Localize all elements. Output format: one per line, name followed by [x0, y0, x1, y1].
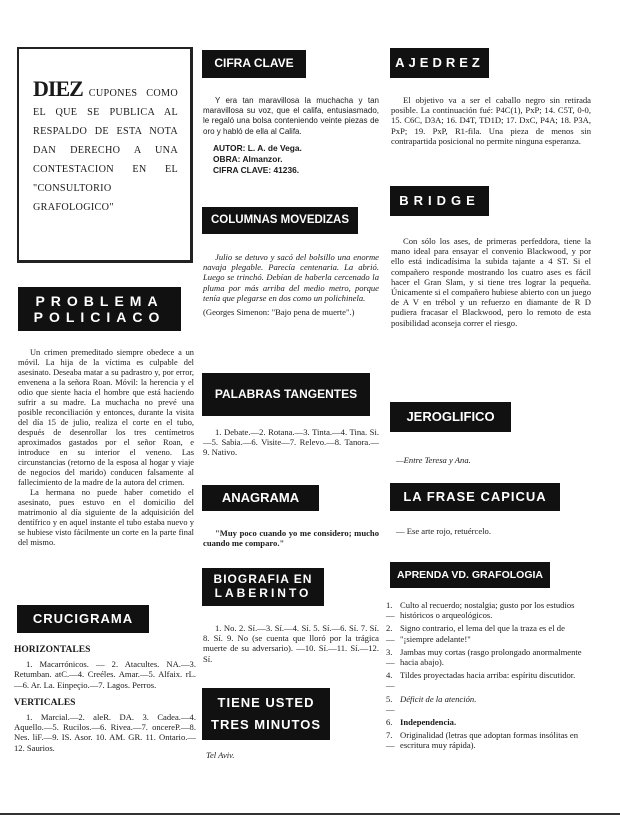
verticales-text: 1. Marcial.—2. aleR. DA. 3. Cadea.—4. Aquello.—5. Rucilos.—6. Rivea.—7. oncereP.—8. Nes. liF.—9. IS. Asor. 10. AM. GR. 11. Ontario.—12. Saurios. — [14, 712, 196, 753]
grafologia-item — [386, 717, 586, 727]
coupon-text: CUPONES COMO EL QUE SE PUBLICA AL RESPALDO DE ESTA NOTA DAN DERECHO A UNA CONTESTACION EN EL "CONSULTORIO GRAFOLOGICO" — [33, 88, 178, 213]
problema-title-1: PROBLEMA — [35, 292, 164, 309]
cifra-clave: CIFRA CLAVE: 41236. — [213, 164, 300, 175]
palabras-header: PALABRAS TANGENTES — [202, 373, 370, 416]
item-number: 2.— — [386, 623, 395, 644]
item-number: 6. — [386, 717, 393, 728]
problema-p1: Un crimen premeditado siempre obedece a un móvil. La hija de la víctima es culpable del asesinato. Deseaba matar a su padrastro y, por error, envenena a la señora Roan. Móvil: la herencia y el odio que siente hacia el hombre que está haciendo sufrir a su madre. La muchacha no prevé una posible reconciliación y entonces, durante la visita del día 15 de julio, realiza el corte en el tubo, después de desenrollar los tres centímetros aproximados gastados por el señor Roan, e introduce en su interior el veneno. Las circunstancias (retorno de la esposa al hogar y viaje de negocios del marido) conducen falsamente al fallecimiento de la madre de la autora del crimen. — [18, 348, 194, 487]
tiene-header — [202, 688, 330, 740]
cifra-obra: OBRA: Almanzor. — [213, 153, 283, 164]
capicua-text: — Ese arte rojo, retuércelo. — [396, 526, 491, 536]
grafologia-header: APRENDA VD. GRAFOLOGIA — [390, 562, 550, 588]
problema-text — [18, 348, 194, 548]
grafologia-item — [386, 623, 586, 643]
biografia-header — [202, 568, 324, 606]
tiene-text: Tel Aviv. — [206, 750, 235, 760]
problema-header — [18, 287, 181, 331]
item-number: 7.— — [386, 730, 395, 751]
ajedrez-header: AJEDREZ — [390, 48, 489, 78]
biografia-text — [203, 623, 379, 664]
anagrama-header: ANAGRAMA — [202, 485, 319, 511]
cifra-autor: AUTOR: L. A. de Vega. — [213, 142, 302, 153]
jeroglifico-text: —Entre Teresa y Ana. — [396, 455, 471, 465]
problema-p2: La hermana no puede haber cometido el asesinato, pues estuvo en el domicilio del matrimonio al día siguiente de la adquisición del dentífrico y en aquel instante el tubo estaba nuevo y se hubiese visto fácilmente un corte en la parte final del mismo. — [18, 488, 194, 547]
columnas-header: COLUMNAS MOVEDIZAS — [202, 207, 358, 234]
item-text: Originalidad (letras que adoptan formas insólitas en escritura muy rápida). — [400, 730, 579, 751]
item-number: 4.— — [386, 670, 395, 691]
page-bottom-rule — [0, 813, 620, 815]
jeroglifico-header: JEROGLIFICO — [390, 402, 511, 432]
item-text: Independencia. — [400, 717, 457, 728]
palabras-text — [203, 427, 379, 458]
columnas-text — [203, 252, 379, 317]
coupon-lead: DIEZ — [33, 76, 83, 101]
coupon-notice-box — [17, 47, 193, 263]
ajedrez-text — [391, 95, 591, 146]
anagrama-text — [203, 528, 379, 548]
item-text: Culto al recuerdo; nostalgia; gusto por los estudios históricos o arqueológicos. — [400, 600, 575, 621]
grafologia-item — [386, 647, 586, 667]
grafologia-item — [386, 730, 586, 750]
item-number: 1.— — [386, 600, 395, 621]
grafologia-item — [386, 694, 586, 714]
bridge-text — [391, 236, 591, 328]
item-text: Tildes proyectadas hacia arriba: espíritu discutidor. — [400, 670, 576, 681]
bridge-body: Con sólo los ases, de primeras perfeddora, tiene la mano ideal para ensayar el convenio Blackwood, y por ello está indicadísima la subida tajante a 4 ST. Si el compañero responde mostrando los cuatro ases es fácil hacer el Gran Slam, y si tiene tres lograr la pequeña. Únicamente si el compañero hubiese abierto con un juego de A V en trébol y un refuerzo en diamante de R D pudiera fracasar el Blackwood, pero lo remoto de esta posibilidad aconseja correr el riesgo. — [391, 236, 591, 328]
anagrama-body: "Muy poco cuando yo me considero; mucho cuando me comparo." — [203, 528, 379, 549]
columnas-body: Julio se detuvo y sacó del bolsillo una enorme navaja plegable. Parecía centenaria. La abrió. Luego se trinchó. Debían de haberla cercenado la pluma por más arriba del medio metro, porque tenía que plegarse en dos como un polichinela. — [203, 252, 379, 303]
bridge-header: BRIDGE — [390, 186, 489, 216]
item-text: Jambas muy cortas (rasgo prolongado anormalmente hacia abajo). — [400, 646, 582, 668]
ajedrez-body: El objetivo va a ser el caballo negro sin retirada posible. La continuación fué: P4C(1), PxP; 14. C5T, 0-0, 15. C6C, D3A; 16. D4T, TD1D; 17. DxC, P4A; 18. P3A, PxP; 19. PxP, R1-fila. Una pieza de menos sin contrapartida posicional no permite ninguna esperanza. — [391, 95, 591, 146]
crucigrama-text — [14, 645, 196, 753]
horizontales-label: HORIZONTALES — [14, 645, 91, 655]
crucigrama-header: CRUCIGRAMA — [17, 605, 149, 633]
biografia-title-2: LABERINTO — [214, 586, 312, 600]
problema-title-2: POLICIACO — [33, 309, 166, 325]
tiene-title-2: TRES MINUTOS — [211, 717, 321, 732]
tiene-title-1: TIENE USTED — [217, 694, 315, 710]
biografia-title-1: BIOGRAFIA EN — [213, 572, 313, 587]
horizontales-text: 1. Macarrónicos. — 2. Atacultes. NA.—3. Retumban. atC.—4. Creéles. Amar.—5. Alfaix. rL.—6. Ar. La. Einpeçio.—7. Lagos. Perros. — [14, 659, 196, 690]
cifra-header: CIFRA CLAVE — [202, 50, 306, 78]
capicua-header: LA FRASE CAPICUA — [390, 483, 560, 511]
item-number: 5.— — [386, 693, 395, 714]
grafologia-item — [386, 670, 586, 690]
grafologia-list — [386, 600, 586, 754]
biografia-body: 1. No. 2. Sí.—3. Sí.—4. Sí. 5. Sí.—6. Sí. 7. Sí. 8. Sí. 9. No (se cuenta que lloró por la trágica muerte de su adversario). —10. Sí.—11. Sí.—12. Sí. — [203, 623, 379, 664]
grafologia-item — [386, 600, 586, 620]
item-text: Déficit de la atención. — [400, 693, 477, 704]
columnas-source: (Georges Simenon: "Bajo pena de muerte".) — [203, 307, 355, 318]
cifra-credits — [203, 143, 379, 176]
verticales-label: VERTICALES — [14, 697, 76, 708]
cifra-text — [203, 96, 379, 176]
palabras-body: 1. Debate.—2. Rotana.—3. Tinta.—4. Tina. Si.—5. Sabia.—6. Visite—7. Relevo.—8. Tanora.—9. Nativo. — [203, 427, 379, 458]
item-text: Signo contrario, el lema del que la traza es el de "¡siempre adelante!" — [400, 623, 565, 644]
item-number: 3.— — [386, 646, 395, 668]
cifra-body: Y era tan maravillosa la muchacha y tan maravillosa su voz, que el califa, entusiasmado, le regaló una bolsa conteniendo veinte piezas de oro y habló de ella al Califa. — [203, 96, 379, 136]
